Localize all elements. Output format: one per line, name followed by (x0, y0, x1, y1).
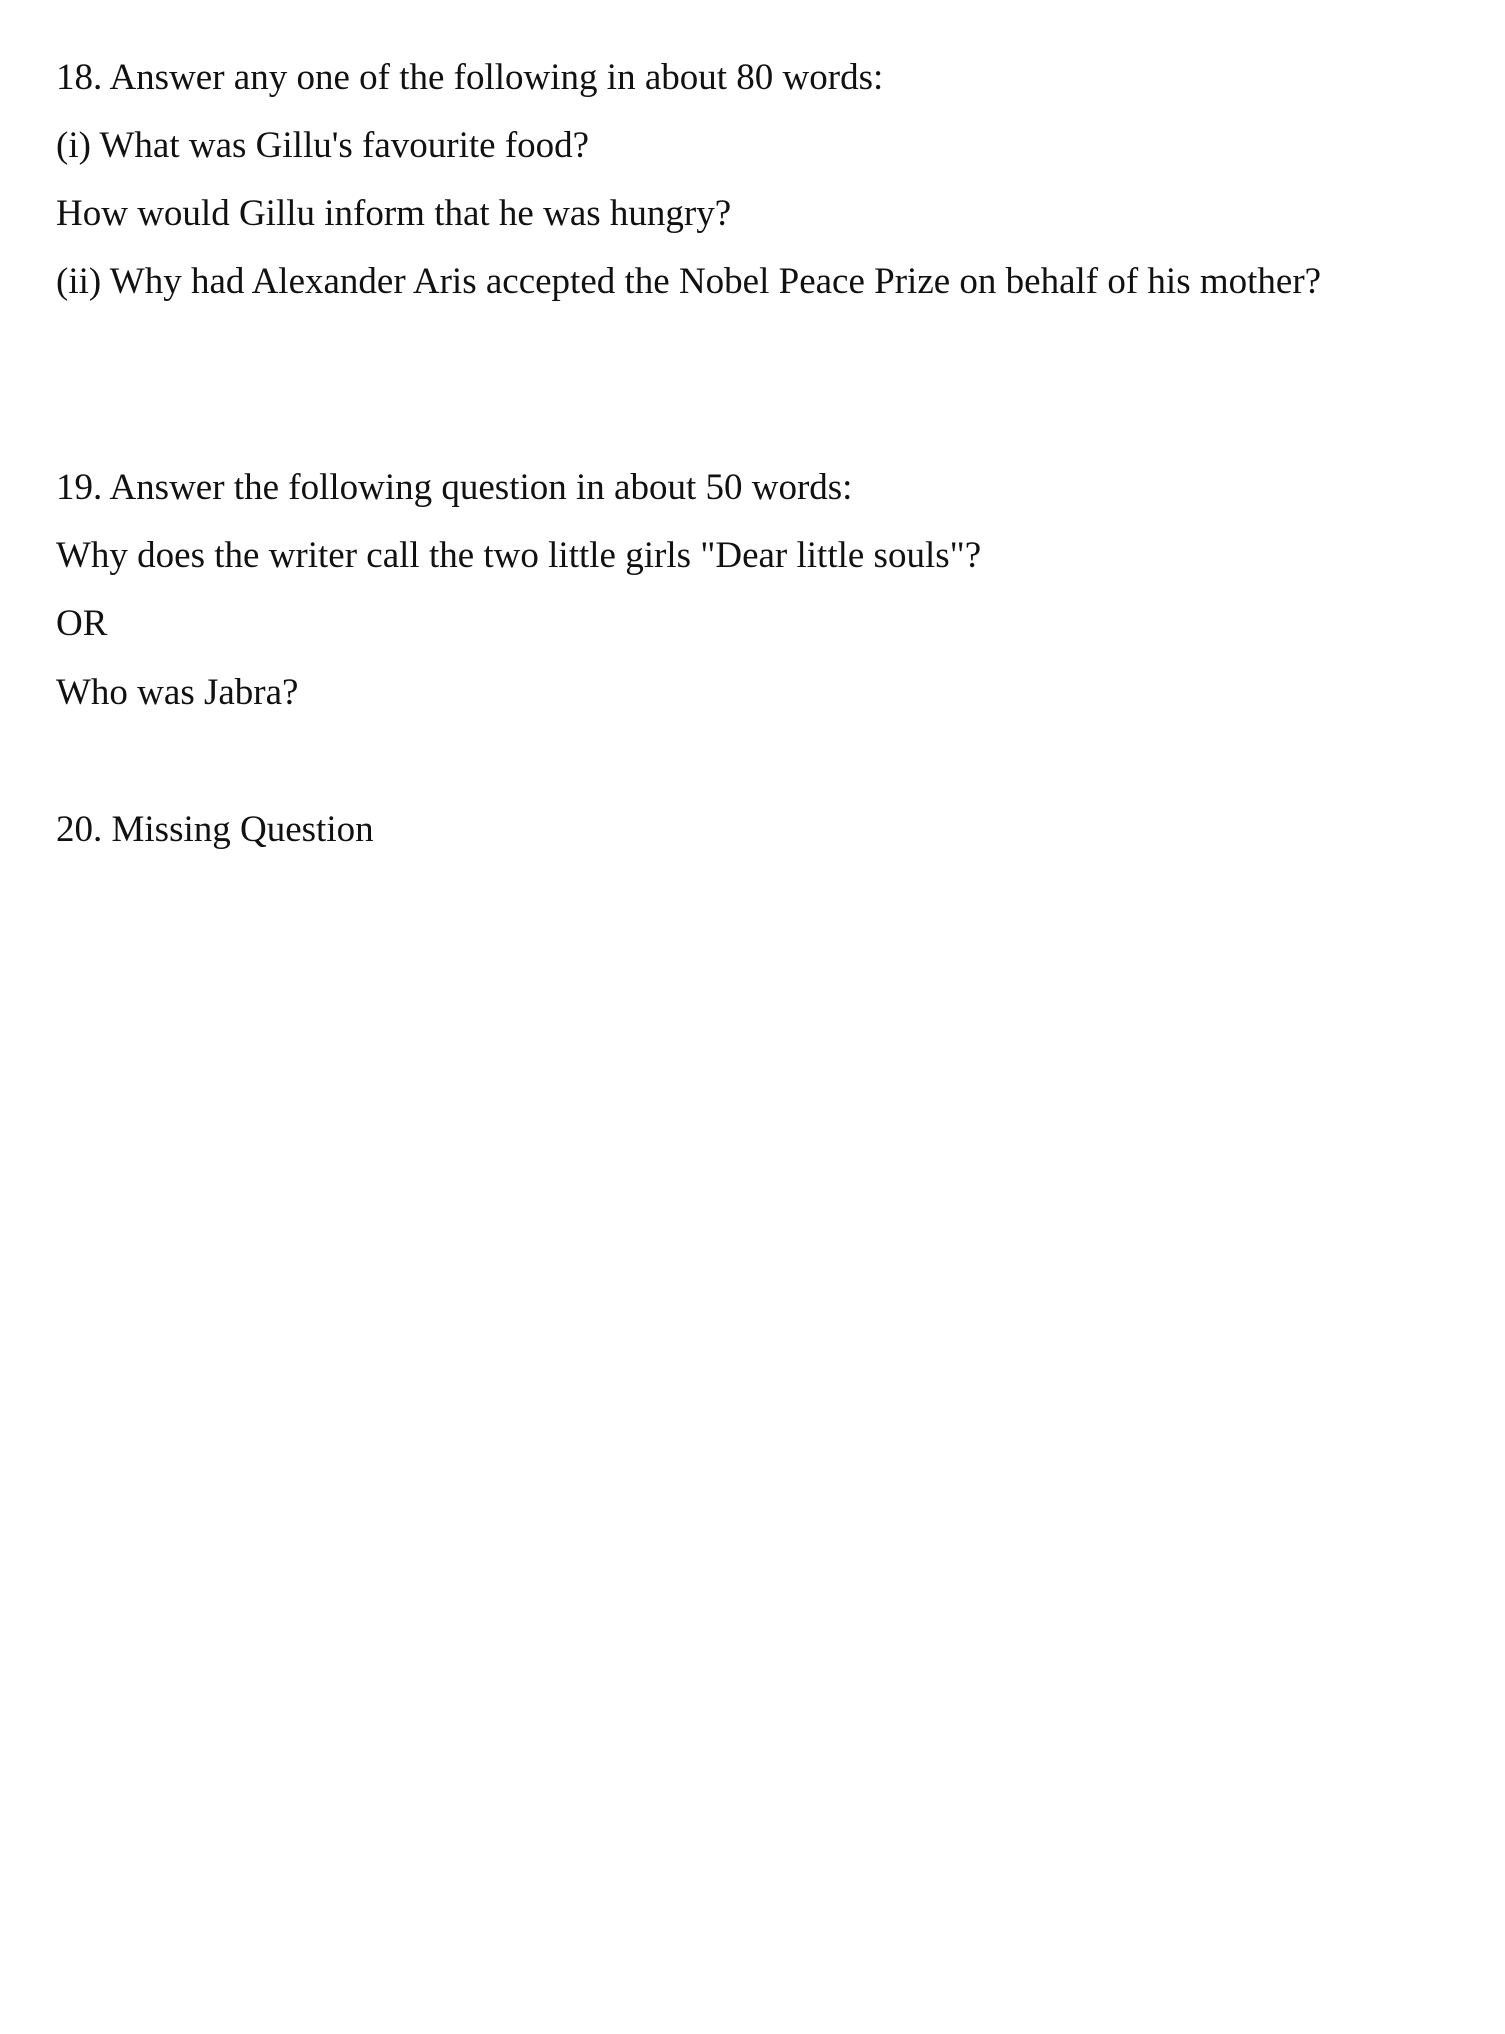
question-19-or: OR (56, 603, 108, 644)
question-19-alternative: Who was Jabra? (56, 672, 299, 713)
question-18-part-i: (i) What was Gillu's favourite food? (56, 125, 590, 166)
question-18-part-ii: (ii) Why had Alexander Aris accepted the Nobel Peace Prize on behalf of his mother? (56, 261, 1322, 302)
question-20-heading: 20. Missing Question (56, 809, 374, 850)
question-19-heading: 19. Answer the following question in about 50 words: (56, 467, 853, 508)
question-19-text: Why does the writer call the two little girls "Dear little souls"? (56, 535, 982, 576)
question-18-heading: 18. Answer any one of the following in about 80 words: (56, 57, 884, 98)
question-18-part-i-continued: How would Gillu inform that he was hungry? (56, 193, 732, 234)
